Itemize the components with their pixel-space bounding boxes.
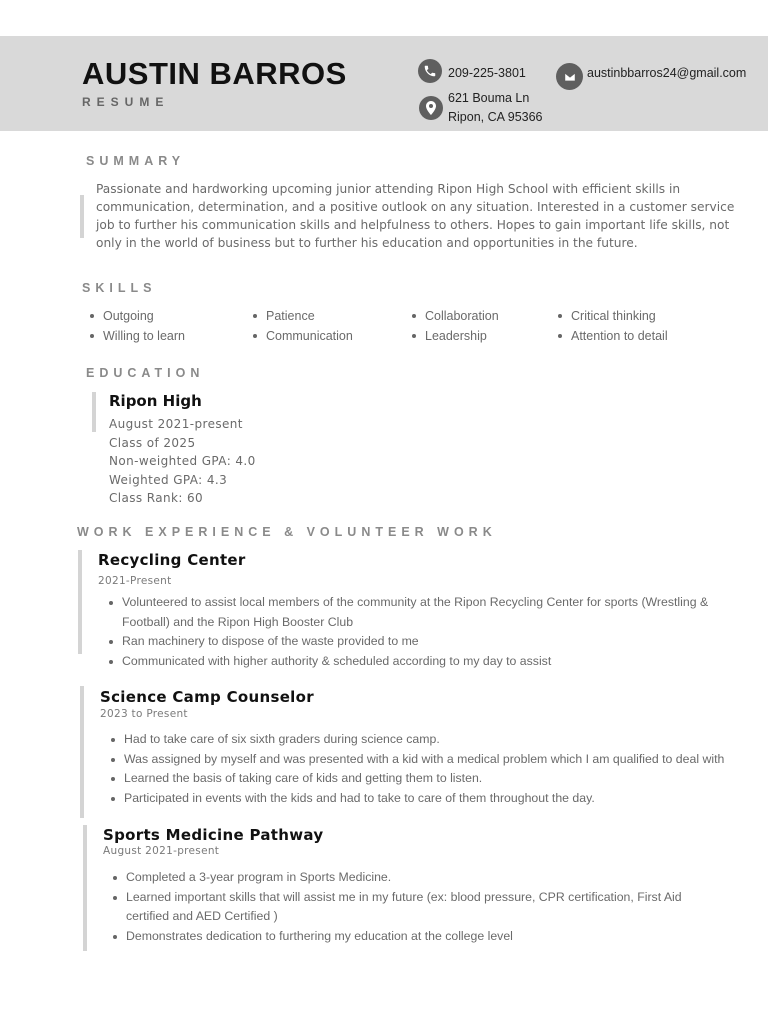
skills-heading: SKILLS [82, 281, 157, 295]
skill-item: Leadership [410, 326, 499, 346]
job-bullet: Learned the basis of taking care of kids and getting them to listen. [108, 769, 738, 789]
summary-accent-bar [80, 195, 84, 238]
job-bullet: Learned important skills that will assist me in my future (ex: blood pressure, CPR certification, First Aid certified and AED Certified ) [110, 888, 700, 927]
address-line-1: 621 Bouma Ln [448, 91, 530, 105]
education-detail: Non-weighted GPA: 4.0 [109, 454, 256, 468]
job-bullet: Completed a 3-year program in Sports Medicine. [110, 868, 700, 888]
header-banner [0, 36, 768, 131]
skills-column-2 [251, 306, 353, 346]
education-heading: EDUCATION [86, 366, 205, 380]
job-date: August 2021-present [103, 845, 220, 857]
summary-text: Passionate and hardworking upcoming junior attending Ripon High School with efficient skills in communication, determination, and a positive outlook on any situation. Interested in a customer service job to further his communication skills and helpfulness to others. Hopes to gain important life skills, not only in the world of business but to further his education and opportunities in the future. [96, 182, 735, 250]
job-title: Sports Medicine Pathway [103, 826, 324, 844]
email-icon [556, 63, 583, 90]
job-bullet: Had to take care of six sixth graders during science camp. [108, 730, 738, 750]
education-detail: Class of 2025 [109, 435, 196, 450]
job-title: Science Camp Counselor [100, 688, 314, 706]
job-bullet: Participated in events with the kids and had to take to care of them throughout the day. [108, 789, 738, 809]
job-accent-bar [80, 686, 84, 818]
skill-item: Attention to detail [556, 326, 668, 346]
job-bullets [108, 730, 738, 808]
education-detail: Weighted GPA: 4.3 [109, 472, 228, 487]
job-bullet: Ran machinery to dispose of the waste provided to me [106, 632, 726, 652]
job-bullets [110, 868, 700, 946]
skill-item: Patience [251, 306, 353, 326]
summary-heading: SUMMARY [86, 154, 186, 168]
skill-item: Willing to learn [88, 326, 185, 346]
job-bullets [106, 593, 726, 671]
job-bullet: Was assigned by myself and was presented with a kid with a medical problem which I am qualified to deal with [108, 750, 738, 770]
phone-icon [418, 59, 442, 83]
phone-number[interactable]: 209-225-3801 [448, 66, 526, 80]
job-accent-bar [78, 550, 82, 654]
skill-item: Collaboration [410, 306, 499, 326]
job-bullet: Demonstrates dedication to furthering my education at the college level [110, 927, 700, 947]
skills-column-4 [556, 306, 668, 346]
email-address[interactable]: austinbbarros24@gmail.com [587, 66, 747, 80]
job-title: Recycling Center [98, 551, 246, 569]
skill-item: Communication [251, 326, 353, 346]
education-details [109, 415, 256, 508]
job-bullet: Communicated with higher authority & scheduled according to my day to assist [106, 652, 726, 672]
work-heading: WORK EXPERIENCE & VOLUNTEER WORK [77, 525, 497, 539]
education-detail: August 2021-present [109, 417, 243, 431]
skills-column-1 [88, 306, 185, 346]
candidate-name: AUSTIN BARROS [82, 56, 347, 91]
school-name: Ripon High [109, 392, 202, 410]
skill-item: Critical thinking [556, 306, 668, 326]
job-date: 2021-Present [98, 575, 172, 587]
document-subtitle: RESUME [82, 95, 170, 109]
job-bullet: Volunteered to assist local members of the community at the Ripon Recycling Center for sports (Wrestling & Football) and the Ripon High Booster Club [106, 593, 726, 632]
education-accent-bar [92, 392, 96, 432]
job-accent-bar [83, 825, 87, 951]
location-icon [419, 96, 443, 120]
address-line-2: Ripon, CA 95366 [448, 110, 543, 124]
skills-column-3 [410, 306, 499, 346]
skill-item: Outgoing [88, 306, 185, 326]
education-detail: Class Rank: 60 [109, 491, 204, 505]
job-date: 2023 to Present [100, 708, 188, 720]
